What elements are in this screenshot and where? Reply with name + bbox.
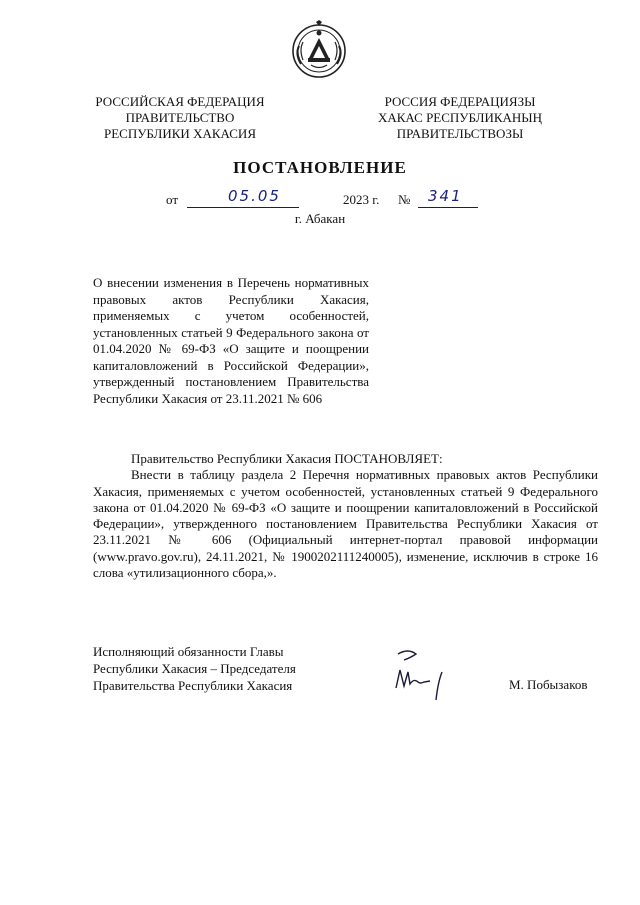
header-right-line: РОССИЯ ФЕДЕРАЦИЯЗЫ: [384, 94, 536, 109]
header-left-block: [90, 94, 270, 142]
signatory-position: [93, 643, 333, 694]
year-label: 2023 г.: [343, 192, 380, 207]
number-sign: №: [398, 192, 411, 207]
date-from-label: от: [166, 192, 179, 207]
document-title: ПОСТАНОВЛЕНИЕ: [233, 158, 407, 177]
header-left-line: РОССИЙСКАЯ ФЕДЕРАЦИЯ: [95, 94, 265, 109]
position-line: Правительства Республики Хакасия: [93, 678, 293, 693]
header-right-line: ПРАВИТЕЛЬСТВОЗЫ: [396, 126, 524, 141]
decree-body: [93, 451, 598, 581]
coat-of-arms-emblem: [289, 20, 349, 80]
handwritten-date: 05.05: [228, 187, 281, 205]
handwritten-number: 341: [428, 187, 463, 205]
handwritten-signature: [390, 648, 460, 703]
header-left-line: ПРАВИТЕЛЬСТВО: [125, 110, 235, 125]
date-underline: [187, 207, 299, 208]
position-line: Исполняющий обязанности Главы: [93, 644, 284, 659]
position-line: Республики Хакасия – Председателя: [93, 661, 296, 676]
date-number-line: [166, 187, 496, 210]
decree-statement: Правительство Республики Хакасия ПОСТАНОВЛЯЕТ:: [131, 451, 443, 466]
signatory-name: М. Побызаков: [509, 677, 588, 692]
header-right-block: [370, 94, 550, 142]
city-label: г. Абакан: [294, 211, 346, 226]
number-underline: [418, 207, 478, 208]
header-left-line: РЕСПУБЛИКИ ХАКАСИЯ: [103, 126, 256, 141]
decree-text: Внести в таблицу раздела 2 Перечня нормативных правовых актов Республики Хакасия, применяемых с учетом особенностей, установленных статьей 9 Федерального закона от 01.04.2020 № 69-ФЗ «О защите и поощрении капиталовложений в Российской Федерации», утвержденного постановлением Правительства Республики Хакасия от 23.11.2021 № 606 (Официальный интернет-портал правовой информации (www.pravo.gov.ru), 24.11.2021, № 1900202111240005), изменение, исключив в строке 16 слова «утилизационного сбора,».: [93, 467, 598, 581]
header-right-line: ХАКАС РЕСПУБЛИКАНЫҢ: [377, 110, 543, 125]
subject-paragraph: О внесении изменения в Перечень нормативных правовых актов Республики Хакасия, применяемых с учетом особенностей, установленных статьей 9 Федерального закона от 01.04.2020 № 69-ФЗ «О защите и поощрении капиталовложений в Российской Федерации», утвержденный постановлением Правительства Республики Хакасия от 23.11.2021 № 606: [93, 275, 369, 406]
